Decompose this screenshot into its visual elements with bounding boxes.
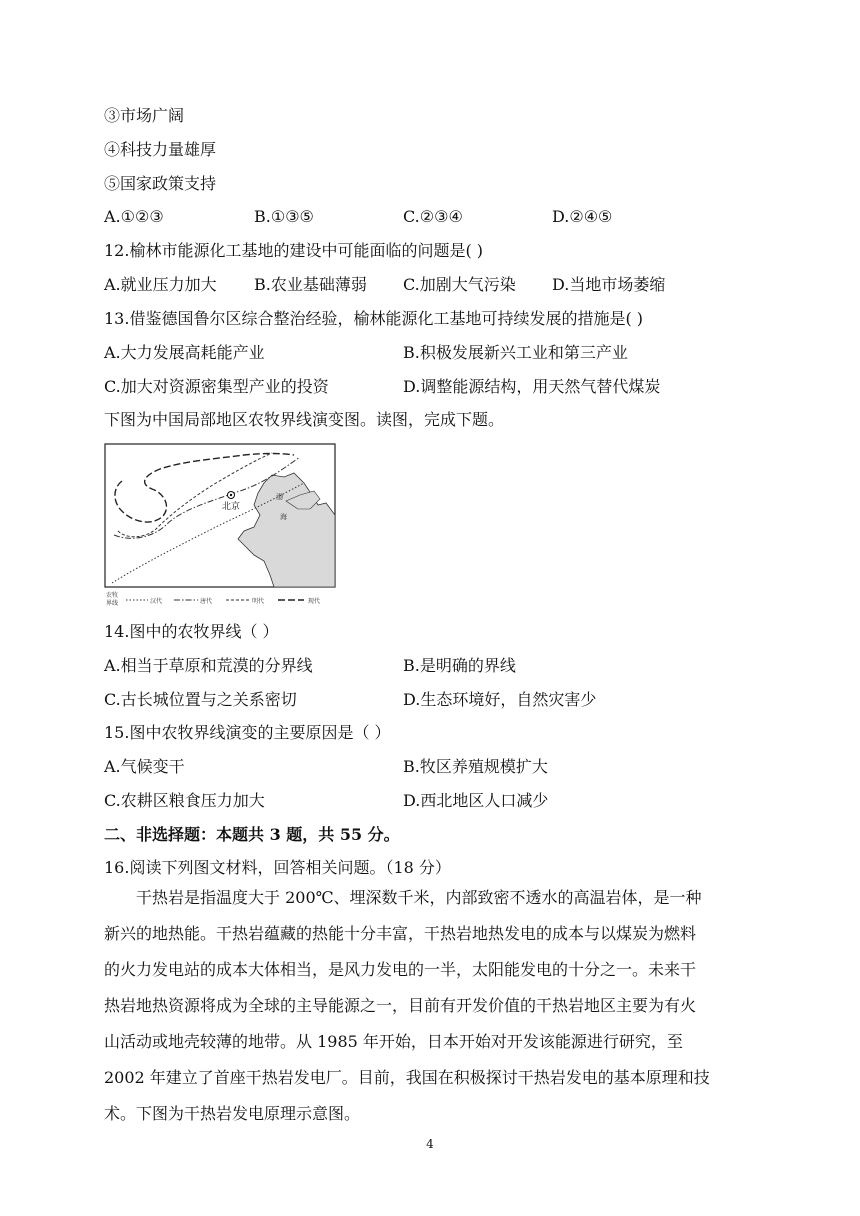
q16-paragraph-line-2: 新兴的地热能。干热岩蕴藏的热能十分丰富，干热岩地热发电的成本与以煤炭为燃料 — [104, 924, 697, 943]
q13-choice-c: C.加大对资源密集型产业的投资 — [104, 377, 329, 396]
legend-ming: 明代 — [252, 598, 265, 605]
legend-title-1: 农牧 — [106, 592, 119, 599]
q16-paragraph-line-6: 2002 年建立了首座干热岩发电厂。目前，我国在积极探讨干热岩发电的基本原理和技 — [104, 1068, 710, 1087]
q11-option-4: ④科技力量雄厚 — [104, 140, 217, 159]
page-number: 4 — [426, 1137, 434, 1151]
q14-choice-b: B.是明确的界线 — [403, 656, 516, 675]
q15-choice-a: A.气候变干 — [104, 757, 185, 776]
q14-choice-d: D.生态环境好，自然灾害少 — [403, 690, 597, 709]
map-intro: 下图为中国局部地区农牧界线演变图。读图，完成下题。 — [104, 410, 505, 429]
farming-pastoral-boundary-map — [104, 443, 336, 608]
q15-choice-d: D.西北地区人口减少 — [403, 791, 549, 810]
legend-title-2: 界线 — [106, 600, 119, 607]
q11-choice-c: C.②③④ — [403, 207, 463, 226]
section-2-heading: 二、非选择题：本题共 3 题，共 55 分。 — [104, 825, 400, 844]
q13-choice-a: A.大力发展高耗能产业 — [104, 343, 265, 362]
q11-choice-d: D.②④⑤ — [552, 207, 613, 226]
q15-choice-b: B.牧区养殖规模扩大 — [403, 757, 548, 776]
q16-paragraph-line-5: 山活动或地壳较薄的地带。从 1985 年开始，日本开始对开发该能源进行研究，至 — [104, 1032, 683, 1051]
q15-choice-c: C.农耕区粮食压力加大 — [104, 791, 265, 810]
q14-choice-a: A.相当于草原和荒漠的分界线 — [104, 656, 313, 675]
q13-choice-d: D.调整能源结构，用天然气替代煤炭 — [403, 377, 661, 396]
q12-choice-a: A.就业压力加大 — [104, 275, 217, 294]
q12-choice-b: B.农业基础薄弱 — [254, 275, 367, 294]
q12-stem: 12.榆林市能源化工基地的建设中可能面临的问题是( ) — [104, 241, 484, 260]
q16-paragraph-line-4: 热岩地热资源将成为全球的主导能源之一，目前有开发价值的干热岩地区主要为有火 — [104, 996, 697, 1015]
legend-han: 汉代 — [150, 598, 163, 605]
q12-choice-d: D.当地市场萎缩 — [552, 275, 666, 294]
beijing-label: 北京 — [222, 502, 241, 512]
legend-modern: 现代 — [308, 598, 321, 605]
q11-choice-b: B.①③⑤ — [254, 207, 314, 226]
q12-choice-c: C.加剧大气污染 — [403, 275, 516, 294]
q11-option-3: ③市场广阔 — [104, 106, 185, 125]
q11-choice-a: A.①②③ — [104, 207, 164, 226]
q14-choice-c: C.古长城位置与之关系密切 — [104, 690, 297, 709]
q16-paragraph-line-1: 干热岩是指温度大于 200℃、埋深数千米，内部致密不透水的高温岩体，是一种 — [136, 888, 702, 907]
q15-stem: 15.图中农牧界线演变的主要原因是（ ） — [104, 723, 391, 742]
q14-stem: 14.图中的农牧界线（ ） — [104, 622, 279, 641]
q11-option-5: ⑤国家政策支持 — [104, 174, 217, 193]
legend-tang: 唐代 — [200, 598, 213, 605]
bohai-label-1: 渤 — [276, 493, 283, 501]
q13-choice-b: B.积极发展新兴工业和第三产业 — [403, 343, 628, 362]
q16-paragraph-line-7: 术。下图为干热岩发电原理示意图。 — [104, 1104, 361, 1123]
q16-stem: 16.阅读下列图文材料，回答相关问题。（18 分） — [104, 858, 451, 877]
q13-stem: 13.借鉴德国鲁尔区综合整治经验，榆林能源化工基地可持续发展的措施是( ) — [104, 309, 644, 328]
bohai-label-2: 海 — [280, 513, 287, 521]
q16-paragraph-line-3: 的火力发电站的成本大体相当，是风力发电的一半，太阳能发电的十分之一。未来干 — [104, 960, 697, 979]
